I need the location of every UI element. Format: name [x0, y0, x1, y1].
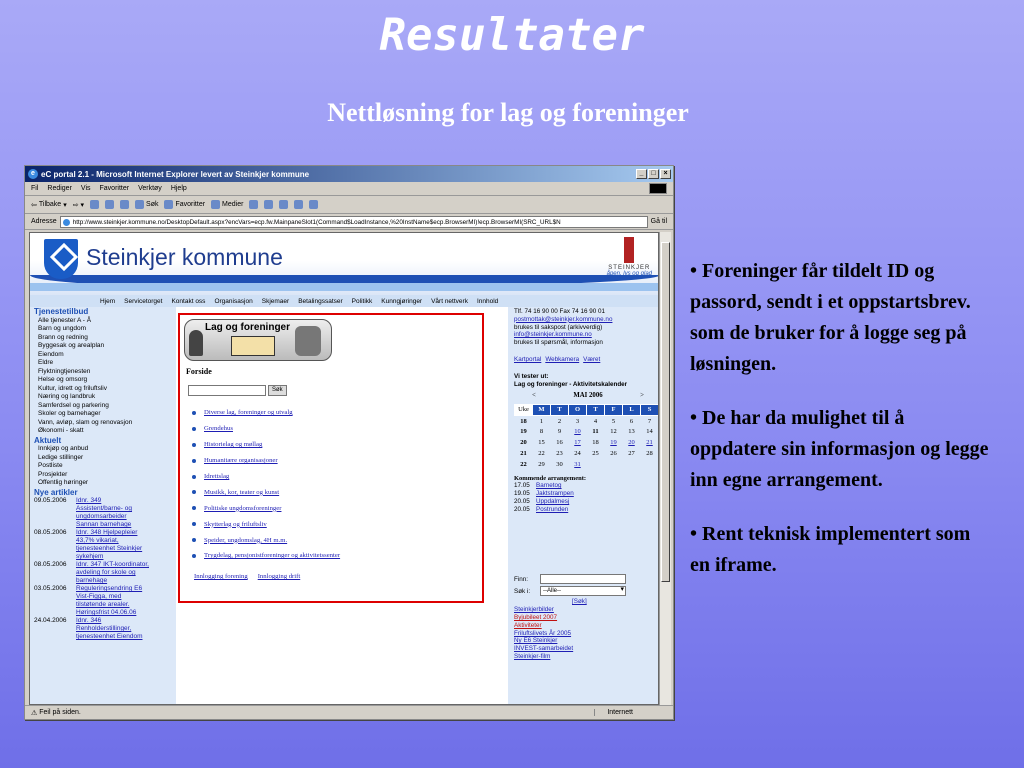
- spacer: [514, 514, 659, 572]
- article-line[interactable]: Renholderstillinger,: [76, 625, 132, 632]
- article-link[interactable]: [76, 617, 143, 641]
- page-heading: Forside: [186, 367, 212, 376]
- service-link[interactable]: Skoler og barnehager: [38, 410, 101, 417]
- calendar-day-event[interactable]: 21: [646, 439, 653, 447]
- service-link[interactable]: Eiendom: [38, 350, 64, 358]
- history-icon: [249, 200, 258, 209]
- quick-link[interactable]: Været: [583, 355, 601, 363]
- calendar-day-event[interactable]: 10: [574, 428, 581, 436]
- nav-skjemaer[interactable]: Skjemaer: [261, 297, 290, 305]
- email-link[interactable]: info@steinkjer.kommune.no: [514, 331, 592, 339]
- calendar-day: 28: [646, 450, 653, 458]
- calendar-week-row: [515, 427, 659, 438]
- search-submit-button[interactable]: Søk: [268, 385, 287, 396]
- service-link[interactable]: Vann, avløp, slam og renovasjon: [38, 418, 133, 426]
- event-item: [514, 506, 659, 514]
- article-line[interactable]: Idnr. 346: [76, 617, 102, 624]
- search-input[interactable]: [188, 385, 266, 396]
- service-link[interactable]: Alle tjenester A - Å: [38, 316, 92, 324]
- article-date: 03.05.2006: [34, 585, 67, 592]
- event-item: [514, 490, 659, 498]
- article-line[interactable]: Reguleringsendring E6: [76, 585, 143, 592]
- ie-icon: e: [28, 169, 38, 179]
- aktuelt-link[interactable]: Prosjekter: [38, 470, 68, 478]
- week-number: 19: [520, 428, 527, 436]
- aktuelt-link[interactable]: Ledige stillinger: [38, 453, 84, 461]
- calendar-day: 3: [575, 417, 580, 425]
- edit-icon: [294, 200, 303, 209]
- menu-view[interactable]: Vis: [80, 185, 91, 192]
- calendar-day: 16: [556, 439, 563, 447]
- category-link[interactable]: Grendehus: [204, 425, 233, 433]
- forward-button[interactable]: ⇨ ▾: [72, 201, 85, 209]
- home-icon: [120, 200, 129, 209]
- sok-select[interactable]: --Alle-- ▾: [540, 586, 626, 596]
- category-link[interactable]: Skytterlag og friluftsliv: [204, 520, 267, 528]
- week-number: 18: [520, 417, 527, 425]
- calendar-day: 12: [610, 428, 617, 436]
- steinkjer-logo: [607, 237, 652, 277]
- right-column: [508, 307, 659, 705]
- nav-nettverk[interactable]: Vårt nettverk: [431, 297, 468, 305]
- calendar-day: 6: [629, 417, 634, 425]
- go-button[interactable]: Gå til: [650, 218, 667, 225]
- event-date: 19.05: [514, 490, 530, 498]
- calendar-col-header: F: [605, 405, 623, 416]
- email-link[interactable]: postmottak@steinkjer.kommune.no: [514, 315, 613, 323]
- article-line[interactable]: tjenesteenhet Steinkjer: [76, 545, 143, 552]
- calendar-next-button[interactable]: >: [640, 392, 644, 400]
- article-date: 09.05.2006: [34, 497, 67, 504]
- event-link[interactable]: Postrunden: [536, 506, 569, 514]
- article-date: 08.05.2006: [34, 529, 67, 536]
- search-label: Søk: [146, 201, 159, 208]
- site-name[interactable]: Steinkjer kommune: [86, 244, 283, 270]
- calendar-day: 23: [556, 450, 563, 458]
- finn-row: [514, 574, 659, 584]
- nav-innhold[interactable]: Innhold: [476, 297, 499, 305]
- article-line[interactable]: Idnr. 347 IKT-koordinator,: [76, 561, 149, 568]
- article-line[interactable]: tilstøtende arealer.: [76, 601, 130, 608]
- bottom-link[interactable]: Byjubileet 2007: [514, 614, 558, 622]
- calendar-day-today: 11: [592, 428, 599, 436]
- service-link[interactable]: Barn og ungdom: [38, 325, 87, 332]
- contact-phone: Tlf. 74 16 90 00 Fax 74 16 90 01: [514, 308, 606, 315]
- calendar-day: [587, 460, 605, 471]
- address-input[interactable]: http://www.steinkjer.kommune.no/DesktopDefault.aspx?encVars=ecp.fw.MainpaneSlot1(Command$LoadInstance,%20InstName$ecp.BrowserMI)!ecp.BrowserMI(SRC_URL$N: [60, 216, 648, 228]
- iframe-highlight: [178, 313, 484, 603]
- bottom-link[interactable]: Friluftslivets År 2005: [514, 629, 572, 637]
- calendar-day: 1: [539, 417, 544, 425]
- article-line[interactable]: Assistent/barne- og: [76, 505, 133, 512]
- service-link[interactable]: Byggesak og arealplan: [38, 342, 105, 349]
- nav-servicetorget[interactable]: Servicetorget: [124, 297, 163, 305]
- media-icon: [211, 200, 220, 209]
- calendar-day: 8: [539, 428, 544, 436]
- menu-bar: [25, 182, 673, 196]
- bullet-list: [690, 256, 990, 604]
- article-line[interactable]: ungdomsarbeider: [76, 513, 127, 520]
- back-label: Tilbake: [38, 201, 62, 208]
- service-link[interactable]: Flyktningtjenesten: [38, 367, 91, 375]
- stop-button[interactable]: [90, 200, 99, 209]
- calendar-col-header: L: [623, 405, 641, 416]
- window-title: eC portal 2.1 - Microsoft Internet Explorer levert av Steinkjer kommune: [41, 169, 310, 179]
- service-link[interactable]: Økonomi - skatt: [38, 427, 84, 434]
- section-title: Aktuelt: [34, 435, 62, 445]
- slide-subtitle: Nettløsning for lag og foreninger: [327, 98, 689, 127]
- menu-favorites[interactable]: Favoritter: [99, 185, 130, 192]
- login-drift-link[interactable]: Innlogging drift: [257, 573, 301, 580]
- calendar-day: 5: [611, 417, 616, 425]
- article-item: [34, 561, 176, 585]
- banner-title: Lag og foreninger: [205, 322, 290, 333]
- browser-window: [24, 165, 674, 720]
- bottom-link[interactable]: Ny E6 Steinkjer: [514, 637, 558, 645]
- page-viewport: [29, 232, 659, 705]
- list-item: [192, 500, 340, 516]
- service-link[interactable]: Næring og landbruk: [38, 393, 96, 400]
- list-item: [192, 421, 340, 437]
- coat-of-arms-icon: [44, 239, 78, 279]
- service-link[interactable]: Eldre: [38, 359, 54, 366]
- calendar-col-header: T: [551, 405, 569, 416]
- menu-edit[interactable]: Rediger: [47, 185, 72, 192]
- refresh-button[interactable]: [105, 200, 114, 209]
- calendar-day: 2: [557, 417, 562, 425]
- events-title: Kommende arrangement:: [514, 474, 587, 482]
- calendar-day: 18: [592, 439, 599, 447]
- calendar: [514, 404, 659, 471]
- category-link[interactable]: Humanitære organisasjoner: [204, 457, 278, 465]
- address-label: Adresse: [31, 218, 57, 225]
- article-item: [34, 529, 176, 561]
- iframe-area: [176, 307, 508, 705]
- list-item: [192, 437, 340, 453]
- site-nav: [30, 295, 659, 307]
- status-bar: [25, 705, 673, 719]
- calendar-day: 30: [556, 461, 563, 469]
- tester-title: Vi tester ut:: [514, 372, 549, 380]
- calendar-day-event[interactable]: 17: [574, 439, 581, 447]
- service-link[interactable]: Samferdsel og parkering: [38, 401, 109, 409]
- article-link[interactable]: [76, 561, 149, 585]
- nav-kunngjoringer[interactable]: Kunngjøringer: [381, 297, 423, 305]
- history-button[interactable]: [249, 200, 258, 209]
- login-forening-link[interactable]: Innlogging forening: [194, 573, 248, 580]
- list-item: [192, 453, 340, 469]
- bottom-link[interactable]: Steinkjerbilder: [514, 606, 554, 614]
- event-link[interactable]: Jaktstrampen: [536, 490, 574, 498]
- calendar-day: 15: [538, 439, 545, 447]
- mail-icon: [264, 200, 273, 209]
- service-link[interactable]: Helse og omsorg: [38, 376, 88, 383]
- calendar-week-row: [515, 416, 659, 427]
- refresh-icon: [105, 200, 114, 209]
- category-list: [192, 405, 340, 564]
- calendar-day-event[interactable]: 31: [574, 461, 581, 469]
- aktuelt-link[interactable]: Offentlig høringer: [38, 479, 89, 486]
- calendar-week-row: [515, 438, 659, 449]
- week-number: 20: [520, 439, 527, 447]
- week-number: 22: [520, 461, 527, 469]
- activity-illustration-icon: [231, 336, 275, 356]
- sok-row: [514, 586, 659, 596]
- event-date: 20.05: [514, 498, 530, 506]
- discuss-icon: [309, 200, 318, 209]
- email-note: brukes til sakspost (arkivverdig): [514, 323, 603, 331]
- tester-link[interactable]: Lag og foreninger - Aktivitetskalender: [514, 380, 628, 388]
- article-date: 08.05.2006: [34, 561, 67, 568]
- calendar-day: 24: [574, 450, 581, 458]
- stop-icon: [90, 200, 99, 209]
- article-line[interactable]: Sannan barnehage: [76, 521, 132, 528]
- bullet-item: • Foreninger får tildelt ID og passord, sendt i et oppstartsbrev. som de bruker for å logge seg på løsningen.: [690, 260, 971, 375]
- calendar-col-header: M: [533, 405, 551, 416]
- calendar-day: 27: [628, 450, 635, 458]
- bottom-link[interactable]: INVEST-samarbeidet: [514, 645, 574, 653]
- nav-hjem[interactable]: Hjem: [100, 297, 116, 305]
- calendar-day-event[interactable]: 20: [628, 439, 635, 447]
- media-label: Medier: [222, 201, 244, 208]
- article-date: 24.04.2006: [34, 617, 67, 624]
- calendar-day: 26: [610, 450, 617, 458]
- list-item: [192, 532, 340, 548]
- calendar-week-row: [515, 460, 659, 471]
- event-link[interactable]: Uppdalmesj: [536, 498, 570, 506]
- section-title: Tjenestetilbud: [34, 307, 89, 316]
- aktuelt-link[interactable]: Innkjøp og anbud: [38, 445, 89, 452]
- address-bar: [25, 214, 673, 230]
- article-link[interactable]: [76, 497, 132, 529]
- calendar-day: 13: [628, 428, 635, 436]
- banner-wave-light: [30, 283, 659, 291]
- week-number: 21: [520, 450, 527, 458]
- calendar-day: 4: [593, 417, 598, 425]
- print-icon: [279, 200, 288, 209]
- list-item: [192, 469, 340, 485]
- maximize-button[interactable]: □: [648, 169, 659, 179]
- nav-kontakt[interactable]: Kontakt oss: [171, 297, 206, 305]
- windows-logo-icon: [649, 183, 667, 194]
- player-figure-icon: [189, 330, 203, 356]
- calendar-col-header: T: [587, 405, 605, 416]
- discuss-button[interactable]: [309, 200, 318, 209]
- nav-betalingssatser[interactable]: Betalingssatser: [298, 297, 343, 305]
- minimize-button[interactable]: _: [636, 169, 647, 179]
- calendar-day: 25: [592, 450, 599, 458]
- calendar-col-header: Uke: [515, 405, 533, 416]
- calendar-day: [605, 460, 623, 471]
- event-date: 17.05: [514, 482, 530, 490]
- sok-submit-link[interactable]: [Søk]: [572, 598, 587, 606]
- favorites-label: Favoritter: [175, 201, 206, 208]
- calendar-header: [514, 392, 644, 400]
- email-note: brukes til spørsmål, informasjon: [514, 339, 603, 347]
- calendar-day: 22: [538, 450, 545, 458]
- warning-icon: ⚠: [31, 709, 38, 717]
- browser-toolbar: [25, 196, 673, 214]
- quick-link[interactable]: Kartportal: [514, 355, 542, 363]
- calendar-day: 29: [538, 461, 545, 469]
- login-links: [194, 573, 300, 580]
- slide-title: Resultater: [379, 10, 645, 61]
- service-link[interactable]: Kultur, idrett og friluftsliv: [38, 384, 107, 392]
- service-link[interactable]: Brann og redning: [38, 333, 88, 341]
- edit-button[interactable]: [294, 200, 303, 209]
- calendar-day: 14: [646, 428, 653, 436]
- search-form: [188, 385, 287, 396]
- article-line[interactable]: Vist-Figga, med: [76, 593, 122, 600]
- article-item: [34, 497, 176, 529]
- nav-organisasjon[interactable]: Organisasjon: [214, 297, 253, 305]
- search-button[interactable]: [135, 200, 158, 209]
- calendar-day: 7: [647, 417, 652, 425]
- media-button[interactable]: [211, 200, 243, 209]
- article-line[interactable]: tjenesteenhet Eiendom: [76, 633, 143, 640]
- back-button[interactable]: ⇦ Tilbake ▾: [31, 201, 67, 209]
- lag-og-foreninger-banner: [184, 319, 332, 361]
- calendar-month: MAI 2006: [573, 392, 603, 400]
- list-item: [192, 548, 340, 564]
- article-line[interactable]: barnehage: [76, 577, 108, 584]
- finn-input[interactable]: [540, 574, 626, 584]
- list-item: [192, 516, 340, 532]
- bottom-link[interactable]: Aktiviteter: [514, 621, 542, 629]
- menu-tools[interactable]: Verktøy: [138, 185, 162, 192]
- article-line[interactable]: Idnr. 348 Hjelpepleier: [76, 529, 138, 536]
- close-button[interactable]: ×: [660, 169, 671, 179]
- calendar-day: [641, 460, 659, 471]
- bullet-item: • De har da mulighet til å oppdatere sin informasjon og legge inn egne arrangement.: [690, 407, 989, 491]
- print-button[interactable]: [279, 200, 288, 209]
- event-link[interactable]: Barnetog: [536, 482, 562, 490]
- category-link[interactable]: Speider, ungdomslag, 4H m.m.: [204, 536, 288, 544]
- category-link[interactable]: Diverse lag, foreninger og utvalg: [204, 409, 293, 417]
- window-titlebar: [25, 166, 673, 182]
- left-column: [30, 307, 176, 705]
- article-line[interactable]: 43,7% vikariat,: [76, 537, 119, 544]
- article-link[interactable]: [76, 585, 142, 617]
- aktuelt-link[interactable]: Postliste: [38, 462, 63, 469]
- logo-slogan: åpen, lys og glad: [606, 271, 652, 277]
- vertical-scrollbar[interactable]: [659, 232, 671, 705]
- article-line[interactable]: sykehjem: [76, 553, 104, 560]
- finn-label: Finn:: [514, 575, 528, 583]
- event-item: [514, 482, 659, 490]
- favorites-icon: [164, 200, 173, 209]
- home-button[interactable]: [120, 200, 129, 209]
- bottom-link[interactable]: Steinkjer-film: [514, 653, 551, 661]
- sok-label: Søk i:: [514, 587, 531, 595]
- menu-help[interactable]: Hjelp: [170, 185, 187, 192]
- category-link[interactable]: Musikk, kor, teater og kunst: [204, 488, 280, 496]
- site-banner: [30, 233, 659, 295]
- logo-word: STEINKJER: [608, 265, 651, 271]
- category-link[interactable]: Idrettslag: [204, 473, 230, 480]
- category-link[interactable]: Historielag og møllag: [204, 441, 263, 449]
- section-title: Nye artikler: [34, 487, 78, 497]
- list-item: [192, 484, 340, 500]
- figure-illustration-icon: [295, 326, 321, 356]
- scrollbar-thumb[interactable]: [661, 242, 670, 582]
- article-item: [34, 617, 176, 641]
- tower-icon: [624, 237, 634, 263]
- nav-politikk[interactable]: Politikk: [351, 297, 373, 305]
- calendar-col-header: S: [641, 405, 659, 416]
- calendar-day: [623, 460, 641, 471]
- article-line[interactable]: avdeling for skole og: [76, 569, 136, 576]
- menu-file[interactable]: Fil: [31, 185, 39, 192]
- favorites-button[interactable]: [164, 200, 205, 209]
- calendar-day: 9: [557, 428, 562, 436]
- article-line[interactable]: Høringsfrist 04.06.06: [76, 609, 137, 616]
- quick-links: [514, 356, 659, 364]
- mail-button[interactable]: [264, 200, 273, 209]
- event-item: [514, 498, 659, 506]
- quick-link[interactable]: Webkamera: [545, 355, 580, 363]
- category-link[interactable]: Politiske ungdomsforeninger: [204, 504, 282, 512]
- back-arrow-icon: ⇦: [31, 201, 37, 209]
- article-line[interactable]: Idnr. 349: [76, 497, 102, 504]
- article-item: [34, 585, 176, 617]
- list-item: [192, 405, 340, 421]
- security-zone: Internett: [594, 709, 633, 716]
- status-text: Feil på siden.: [39, 709, 81, 716]
- category-link[interactable]: Trygdelag, pensjonistforeninger og aktivitetssenter: [204, 552, 341, 560]
- search-icon: [135, 200, 144, 209]
- calendar-prev-button[interactable]: <: [532, 392, 536, 400]
- article-link[interactable]: [76, 529, 142, 561]
- calendar-week-row: [515, 449, 659, 460]
- bullet-item: • Rent teknisk implementert som en iframe.: [690, 523, 971, 576]
- event-date: 20.05: [514, 506, 530, 514]
- calendar-col-header: O: [569, 405, 587, 416]
- calendar-day-event[interactable]: 19: [610, 439, 617, 447]
